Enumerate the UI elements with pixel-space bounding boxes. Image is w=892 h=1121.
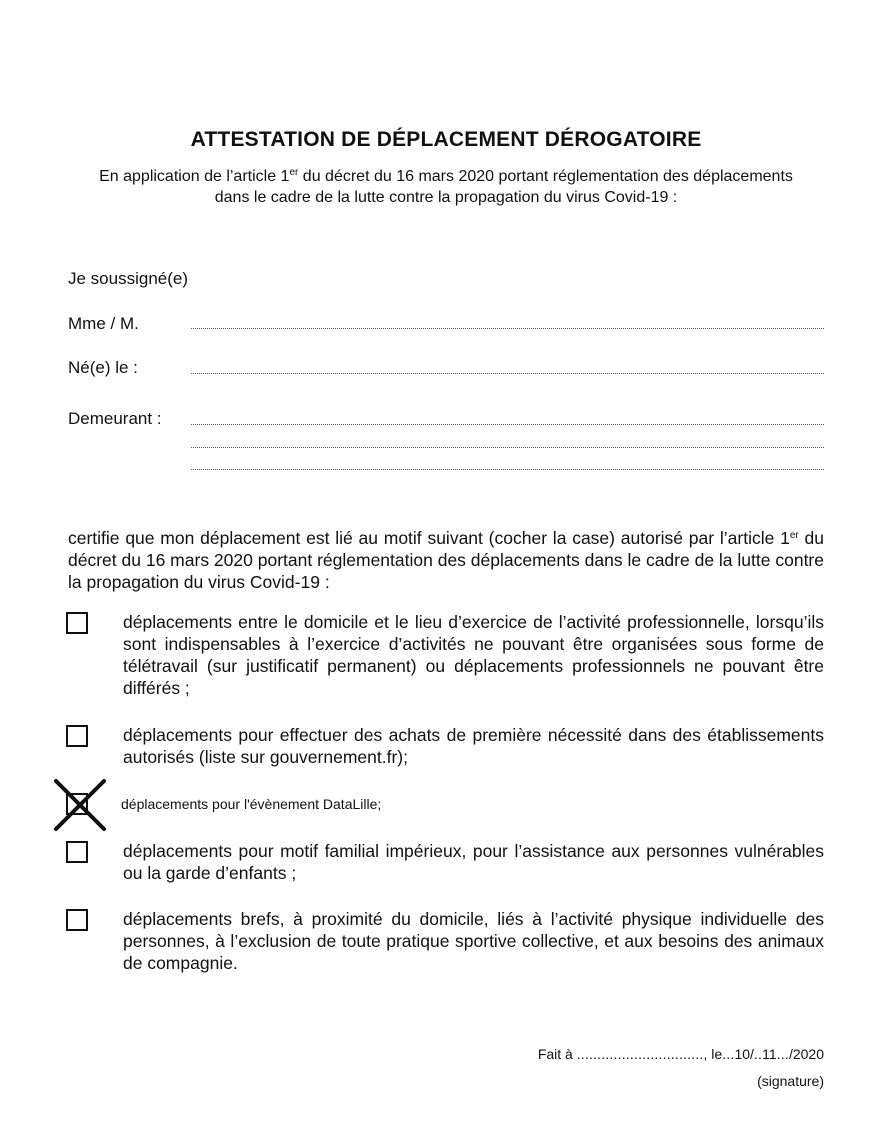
- document-title: ATTESTATION DE DÉPLACEMENT DÉROGATOIRE: [190, 128, 702, 151]
- document-subtitle: En application de l’article 1er du décret du 16 mars 2020 portant réglementation des déplacements dans le cadre de la lutte contre la propagation du virus Covid-19 :: [99, 167, 793, 206]
- birth-date-label: Né(e) le :: [68, 358, 138, 377]
- date-day[interactable]: 10: [734, 1046, 751, 1062]
- place-date-line: Fait à ..............................., le...10/..11.../2020: [537, 1046, 824, 1062]
- address-label: Demeurant :: [68, 409, 162, 428]
- reason-text-datalille: déplacements pour l'évènement DataLille;: [121, 796, 382, 812]
- place-field[interactable]: ...............................: [576, 1046, 704, 1062]
- reason-checkbox-work[interactable]: [66, 612, 88, 634]
- certify-paragraph: certifie que mon déplacement est lié au motif suivant (cocher la case) autorisé par l’article 1er du décret du 16 mars 2020 portant réglementation des déplacements dans le cadre de la lutte contre la propagation du virus Covid-19 :: [68, 528, 824, 592]
- date-year: /2020: [788, 1046, 824, 1062]
- checked-cross-icon: [53, 778, 107, 832]
- name-label: Mme / M.: [68, 314, 139, 333]
- le-label: , le: [703, 1046, 723, 1062]
- fait-label: Fait à: [537, 1046, 573, 1062]
- reason-text-family: déplacements pour motif familial impérieux, pour l’assistance aux personnes vulnérables ou la garde d’enfants ;: [123, 841, 824, 883]
- name-field[interactable]: [191, 328, 824, 329]
- reason-checkbox-exercise[interactable]: [66, 909, 88, 931]
- address-field-line-3[interactable]: [191, 469, 824, 470]
- soussigne-label: Je soussigné(e): [68, 269, 189, 288]
- reason-checkbox-family[interactable]: [66, 841, 88, 863]
- address-field-line-1[interactable]: [191, 424, 824, 425]
- reason-checkbox-shopping[interactable]: [66, 725, 88, 747]
- date-month[interactable]: 11: [762, 1046, 777, 1062]
- reason-text-shopping: déplacements pour effectuer des achats de première nécessité dans des établissements autorisés (liste sur gouvernement.fr);: [123, 725, 824, 767]
- birth-date-field[interactable]: [191, 373, 824, 374]
- address-field-line-2[interactable]: [191, 447, 824, 448]
- reason-text-exercise: déplacements brefs, à proximité du domicile, liés à l’activité physique individuelle des personnes, à l’exclusion de toute pratique sportive collective, et aux besoins des animaux de compagnie.: [123, 909, 824, 973]
- signature-label: (signature): [757, 1073, 824, 1089]
- reason-text-work: déplacements entre le domicile et le lieu d’exercice de l’activité professionnelle, lorsqu’ils sont indispensables à l’exercice d’activités ne pouvant être organisées sous forme de télétravail (sur justificatif permanent) ou déplacements professionnels ne pouvant être différés ;: [123, 612, 824, 698]
